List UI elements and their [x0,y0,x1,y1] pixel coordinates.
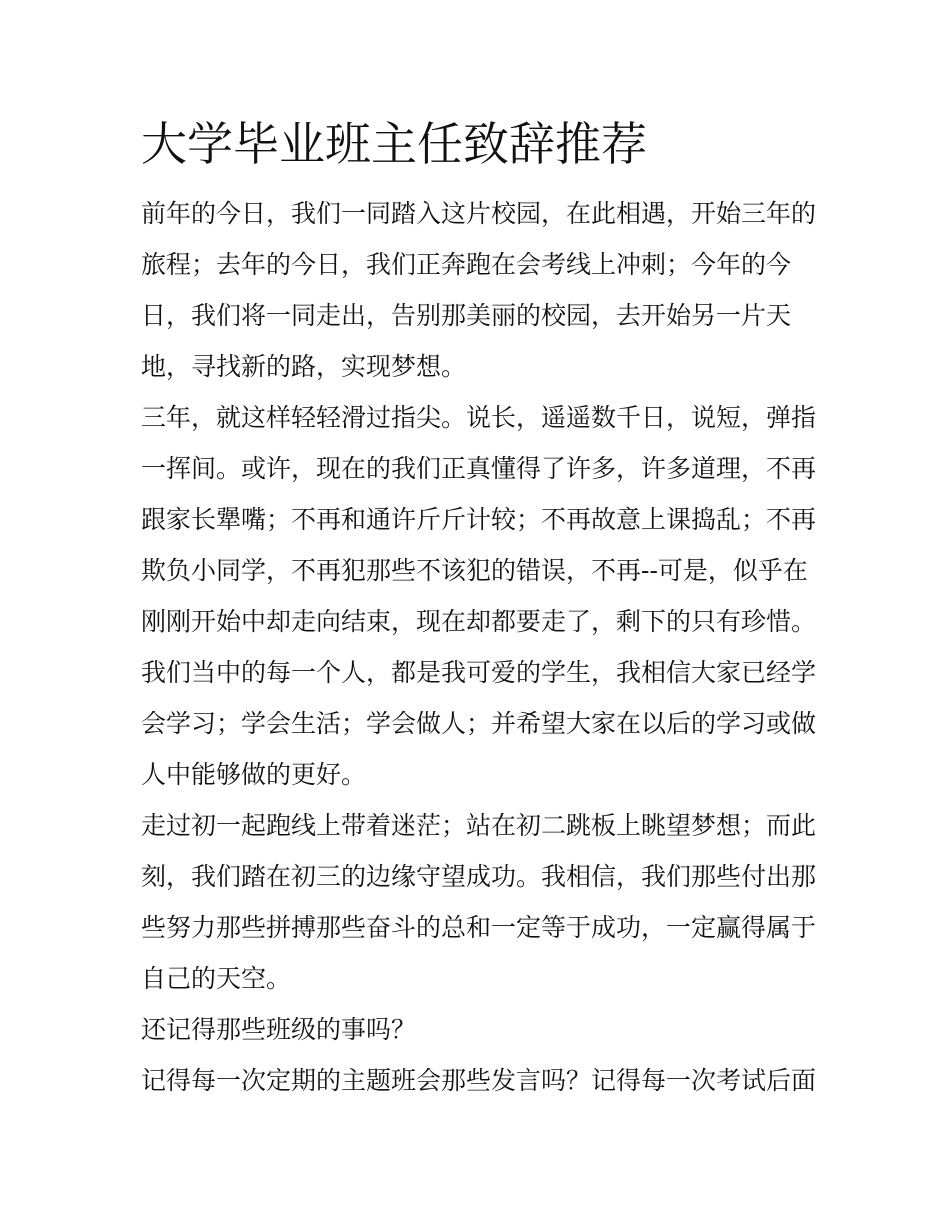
document-title: 大学毕业班主任致辞推荐 [141,117,647,171]
paragraph-line: 刻，我们踏在初三的边缘守望成功。我相信，我们那些付出那 [141,862,817,891]
paragraph-5 [141,1004,821,1055]
paragraph-line: 走过初一起跑线上带着迷茫；站在初二跳板上眺望梦想；而此 [141,811,817,840]
paragraph-6 [141,1055,821,1106]
paragraph-line: 会学习；学会生活；学会做人；并希望大家在以后的学习或做 [141,709,817,738]
paragraph-4 [141,800,821,1004]
paragraph-1 [141,188,821,392]
paragraph-line: 自己的天空。 [141,964,292,993]
paragraph-line: 三年，就这样轻轻滑过指尖。说长，遥遥数千日，说短，弹指 [141,403,817,432]
paragraph-3 [141,647,821,800]
paragraph-line: 前年的今日，我们一同踏入这片校园，在此相遇，开始三年的 [141,199,817,228]
paragraph-line: 我们当中的每一个人，都是我可爱的学生，我相信大家已经学 [141,658,817,687]
paragraph-line: 刚刚开始中却走向结束，现在却都要走了，剩下的只有珍惜。 [141,607,817,636]
paragraph-line: 日，我们将一同走出，告别那美丽的校园，去开始另一片天 [141,301,792,330]
paragraph-line: 一挥间。或许，现在的我们正真懂得了许多，许多道理，不再 [141,454,817,483]
paragraph-line: 人中能够做的更好。 [141,760,367,789]
paragraph-line: 地，寻找新的路，实现梦想。 [141,352,467,381]
paragraph-line: 欺负小同学，不再犯那些不该犯的错误，不再--可是，似乎在 [141,556,808,585]
document-page [141,112,821,1106]
paragraph-line: 跟家长犟嘴；不再和通许斤斤计较；不再故意上课捣乱；不再 [141,505,817,534]
paragraph-line: 记得每一次定期的主题班会那些发言吗？记得每一次考试后面 [141,1066,817,1095]
paragraph-2 [141,392,821,647]
paragraph-line: 旅程；去年的今日，我们正奔跑在会考线上冲刺；今年的今 [141,250,792,279]
paragraph-line: 还记得那些班级的事吗？ [141,1015,417,1044]
paragraph-line: 些努力那些拼搏那些奋斗的总和一定等于成功，一定赢得属于 [141,913,817,942]
